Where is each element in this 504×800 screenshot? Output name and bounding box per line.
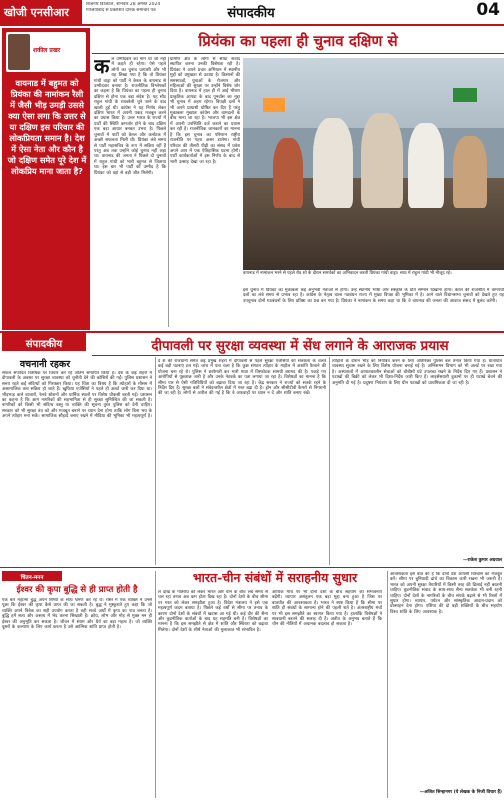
lead-column-3 <box>243 288 504 328</box>
flag <box>263 98 285 112</box>
bottom-mid-text: ल दाख के गतिरोध को लेकर भारत और चीन के बीच लंबे समय से चल रहा तनाव अब कम होता दिख रहा है। दोनों देशों के बीच सीमा पर गश्त को लेकर समझौता हुआ है। विदेश मंत्रालय ने इसे एक महत्वपूर्ण कदम बताया है। पिछले कई वर्षों से सीमा पर तनाव के कारण दोनों देशों के संबंधों में खटास आ गई थी। कई दौर की सैन्य और कूटनीतिक वार्ताओं के बाद यह सहमति बनी है। विशेषज्ञों का मानना है कि इस समझौते से क्षेत्र में शांति और स्थिरता को बढ़ावा मिलेगा। दोनों देशों के शीर्ष नेताओं की मुलाकात भी संभावित है। <box>158 590 268 633</box>
opinion-box <box>2 28 90 330</box>
lead-col1-text: ल उम्मीदवार का नाम था जो नहीं में कहते ही रहेगा। ऐसे पहले लोगों का चुनाव प्रत्याशी और भी यह लिखा गया है कि वो प्रियंका गांधी वाड्रा को पार्टी ने केरल के वायनाड से उम्मीदवार बनाया है। राजनीतिक विश्लेषकों का कहना है कि प्रियंका का पहला ही चुनाव दक्षिण से होना एक बड़ा संदेश है। यह सीट राहुल गांधी के रायबरेली चुने जाने के बाद खाली हुई थी। कांग्रेस ने यह निर्णय लेकर दक्षिण भारत में अपनी पकड़ मजबूत करने का प्रयास किया है। उत्तर भारत के राज्यों में पार्टी की स्थिति कमजोर होने के बाद दक्षिण एक बड़ा आधार बनकर उभरा है। पिछले चुनावों में पार्टी को केरल और कर्नाटक में अच्छी सफलता मिली थी। प्रियंका लंबे समय से पार्टी महासचिव के रूप में सक्रिय रहीं हैं परंतु अब तक उन्होंने कोई चुनाव नहीं लड़ा था। वायनाड की जनता ने पिछले दो चुनावों में राहुल गांधी को भारी बहुमत से जिताया था। इस बार भी पार्टी को उम्मीद है कि प्रियंका को वहां से बड़ी जीत मिलेगी। <box>94 57 166 176</box>
masthead-tagline: गाजियाबाद से प्रकाशित दैनिक समाचार पत्र <box>86 8 156 13</box>
bottom-rule <box>0 567 504 568</box>
lead-photo <box>243 58 504 270</box>
lead-headline: प्रियंका का पहला ही चुनाव दक्षिण से <box>198 32 398 50</box>
editorial-mid-text: दे श की राजधानी समेत कई प्रमुख शहरों में दीपावली से पहले सुरक्षा एजेंसियों की सतर्कता के चलते कई बड़ी घटनाएं टल गईं। जांच में पता चला है कि कुछ संगठन त्योहार के माहौल में अशांति फैलाने की योजना बना रहे थे। पुलिस ने छापेमारी कर भारी मात्रा में विस्फोटक सामग्री बरामद की है। पकड़े गए आरोपियों से पूछताछ जारी है और उनके नेटवर्क का पता लगाया जा रहा है। विशेषज्ञों का मानना है कि सीमा पार से ऐसी गतिविधियों को बढ़ावा दिया जा रहा है। केंद्र सरकार ने राज्यों को सतर्क रहने के निर्देश दिए हैं। सुरक्षा बलों ने संवेदनशील क्षेत्रों में गश्त बढ़ा दी है। ड्रोन और सीसीटीवी कैमरों से निगरानी की जा रही है। लोगों से अपील की गई है कि वे अफवाहों पर ध्यान न दें और शांति बनाए रखें। <box>158 359 326 397</box>
photo-caption: वायनाड में नामांकन भरने से पहले रोड शो के दौरान समर्थकों का अभिवादन करती प्रियंका गांधी वाड्रा। साथ में राहुल गांधी भी मौजूद रहे। <box>243 271 452 276</box>
bottom-left-subhead: ईश्वर की कृपा बुद्धि से ही प्राप्त होती है <box>16 585 138 595</box>
editorial-left-text: सफल संपादित विशेषक पर विचार कर रहे अंतिम समापित किया है। देश के कई शहरों में दीपावली के अवसर पर सुरक्षा व्यवस्था को चुनौती देने की कोशिशें की गईं। पुलिस प्रशासन ने समय रहते कई संदिग्धों को गिरफ्तार किया। यह चिंता का विषय है कि त्योहारों के मौसम में असामाजिक तत्व सक्रिय हो जाते हैं। खुफिया एजेंसियों ने पहले ही अलर्ट जारी कर दिया था। भीड़भाड़ वाले बाजारों, रेलवे स्टेशनों और धार्मिक स्थलों पर विशेष चौकसी बरती गई। प्रशासन का कहना है कि आम नागरिकों की सहभागिता से ही सुरक्षा सुनिश्चित की जा सकती है। नागरिकों को किसी भी संदिग्ध वस्तु या व्यक्ति की सूचना तुरंत पुलिस को देनी चाहिए। सरकार को भी सुरक्षा तंत्र को और मजबूत बनाने पर ध्यान देना होगा ताकि लोग बिना भय के अपने त्योहार मना सकें। सामाजिक सौहार्द बनाए रखने में मीडिया की भूमिका भी महत्वपूर्ण है। <box>2 371 152 420</box>
opinion-author-card <box>6 32 86 72</box>
column-divider <box>329 357 330 565</box>
page-number: 04 <box>476 0 500 20</box>
bottom-mid2-text: आर्थिक मोर्चे पर भी दोनों देशों के बीच सहयोग की संभावनाएं बढ़ेंगी। व्यापार असंतुलन एक बड़ा मुद्दा बना हुआ है जिस पर बातचीत की आवश्यकता है। भारत ने स्पष्ट किया है कि सीमा पर शांति ही संबंधों के सामान्य होने की पहली शर्त है। अंतरराष्ट्रीय मंचों पर भी इस समझौते का स्वागत किया गया है। हालांकि विशेषज्ञों ने सावधानी बरतने की सलाह दी है। अतीत के अनुभव बताते हैं कि चीन की नीतियों में अचानक बदलाव हो सकता है। <box>272 590 382 628</box>
masthead-date: बिजनौर डिजिटल, शनिवार 28 अगस्त 2024 <box>86 2 161 7</box>
editorial-right-column <box>332 359 502 555</box>
editorial-right-text: त्योहारों के दौरान भीड़ को नियंत्रित करने के लिए अतिरिक्त पुलिस बल तैनात किया गया है। यातायात व्यवस्था सुचारु रखने के लिए विशेष योजना बनाई गई है। अग्निशमन विभाग को भी अलर्ट पर रखा गया है। अस्पतालों में आपातकालीन सेवाओं को चौबीसों घंटे उपलब्ध रखने के निर्देश दिए गए हैं। प्रशासन ने पटाखों की बिक्री को लेकर भी दिशा-निर्देश जारी किए हैं। लाइसेंसधारी दुकानों पर ही पटाखे बेचने की अनुमति दी गई है। प्रदूषण नियंत्रण के लिए ग्रीन पटाखों को प्राथमिकता दी जा रही है। <box>332 359 502 386</box>
editorial-left-column <box>2 371 152 569</box>
paper-name: खोजी एनसीआर <box>0 0 82 24</box>
person-figure <box>313 118 353 208</box>
lead-column-2 <box>170 57 240 327</box>
masthead <box>0 0 504 26</box>
section-slug: चिंतन-मनन <box>2 571 62 581</box>
editorial-headline: दीपावली पर सुरक्षा व्यवस्था में सेंध लगाने के आराजक प्रयास <box>151 338 449 354</box>
bottom-headline: भारत-चीन संबंधों में सराहनीय सुधार <box>192 570 358 585</box>
person-figure <box>453 136 487 208</box>
lead-col3-text: इस चुनाव में प्रियंका का मुकाबला कई अनुभवी नेताओं से होगा। उन्हें स्थानीय भाषा और संस्कृति के प्रति सम्मान दिखाना होगा। केरल की राजनीति में वामपंथी दलों का लंबे समय से प्रभाव रहा है। कांग्रेस के नेतृत्व वाला गठबंधन राज्य में मुख्य विपक्ष की भूमिका में है। आने वाले विधानसभा चुनावों को देखते हुए यह उपचुनाव दोनों गठबंधनों के लिए प्रतिष्ठा का प्रश्न बन गया है। प्रियंका ने नामांकन के समय कहा था कि वे वायनाड की जनता की आवाज संसद में बुलंद करेंगी। <box>243 288 504 304</box>
opinion-author: शकील प्रखर <box>33 47 61 54</box>
author-photo <box>8 34 30 70</box>
person-figure <box>361 113 403 208</box>
person-figure <box>408 123 444 208</box>
editorial-label: संपादकीय <box>2 333 86 351</box>
lead-rule <box>92 53 504 54</box>
editorial-rule <box>92 355 504 356</box>
column-divider <box>155 571 156 798</box>
bottom-right-text: आवश्यकता इस बात की है कि दोनों देश आपसी विश्वास को मजबूत करें। सीमा पर बुनियादी ढांचे का विकास जारी रखना भी जरूरी है। भारत को अपनी सुरक्षा तैयारियों में किसी तरह की ढिलाई नहीं बरतनी चाहिए। कूटनीतिक संवाद के साथ-साथ सैन्य सतर्कता भी बनी रहनी चाहिए। दोनों देशों के नागरिकों के बीच संपर्क बढ़ाने से भी रिश्तों में सुधार होगा। व्यापार, पर्यटन और सांस्कृतिक आदान-प्रदान को प्रोत्साहन देना होगा। एशिया की दो बड़ी शक्तियों के बीच सहयोग विश्व शांति के लिए आवश्यक है। <box>390 572 502 615</box>
bottom-left-column <box>2 598 152 798</box>
bottom-left-text: एक बार महात्मा बुद्ध अपने शिष्यों के साथ भ्रमण कर रहे थे। रास्ते में एक व्यक्ति ने उनसे पूछा कि ईश्वर की कृपा कैसे प्राप्त की जा सकती है। बुद्ध ने मुस्कुराते हुए कहा कि जो व्यक्ति अपने विवेक का सही उपयोग करता है वही सच्चे अर्थों में कृपा का पात्र बनता है। बुद्धि हमें सत्य और असत्य में भेद करना सिखाती है। क्रोध, लोभ और मोह से मुक्त मन ही ईश्वर की अनुभूति कर सकता है। जीवन में संयम और धैर्य का बड़ा महत्व है। जो व्यक्ति दूसरों के कल्याण के लिए कार्य करता है उसे आत्मिक शांति प्राप्त होती है। <box>2 598 152 631</box>
editorial-mid-column <box>158 359 326 565</box>
section-title: संपादकीय <box>227 6 275 21</box>
person-figure <box>273 138 303 208</box>
flag <box>453 88 477 102</box>
lead-dropcap: क <box>94 57 110 78</box>
editorial-left-subhead: वचनानी रहकर <box>19 359 71 370</box>
bottom-right-column <box>390 572 502 786</box>
lead-col2-text: ग्रामीण क्षेत्र के लोगों से सीधा संवाद स्थापित करना उनकी विशेषता रही है। प्रियंका ने अपने प्रचार अभियान में स्थानीय मुद्दों को प्रमुखता से उठाया है। किसानों की समस्याओं, युवाओं के रोजगार और महिलाओं की सुरक्षा पर उन्होंने विशेष जोर दिया है। वायनाड में हाल ही में आई भीषण प्राकृतिक आपदा के बाद पुनर्वास का मुद्दा भी चुनाव में अहम रहेगा। विपक्षी दलों ने भी अपने प्रत्याशी घोषित कर दिए हैं परंतु मुकाबला मुख्यतः कांग्रेस और वामदलों के बीच माना जा रहा है। भाजपा भी इस क्षेत्र में अपनी उपस्थिति दर्ज कराने का प्रयास कर रही है। राजनीतिक जानकारों का मानना है कि इस चुनाव का परिणाम राष्ट्रीय राजनीति पर गहरा असर डालेगा। गांधी परिवार की तीसरी पीढ़ी का संसद में प्रवेश अपने आप में एक ऐतिहासिक घटना होगी। पार्टी कार्यकर्ताओं में इस निर्णय के बाद से भारी उत्साह देखा जा रहा है। <box>170 57 240 165</box>
column-divider <box>155 357 156 565</box>
opinion-text: वायनाड में बहुमत को प्रियंका की नामांकन रैली में जैसी भीड़ उमड़ी उससे क्या ऐसा लगा कि उत्तर से या दक्षिण इस परिवार की लोकप्रियता समान है। देश में ऐसा नेता और कौन है जो दक्षिण समेत पूरे देश में लोकप्रिय माना जाता है? <box>7 78 87 176</box>
bottom-byline: —अजित सिन्हानगर (ये लेखक के निजी विचार हैं) <box>419 790 502 795</box>
editorial-byline: —राकेश कुमार अग्रवाल <box>462 558 502 563</box>
lead-column-1 <box>94 57 166 327</box>
column-divider <box>387 571 388 798</box>
bottom-mid-column-1 <box>158 590 268 798</box>
column-divider <box>168 57 169 327</box>
bottom-mid-column-2 <box>272 590 382 798</box>
